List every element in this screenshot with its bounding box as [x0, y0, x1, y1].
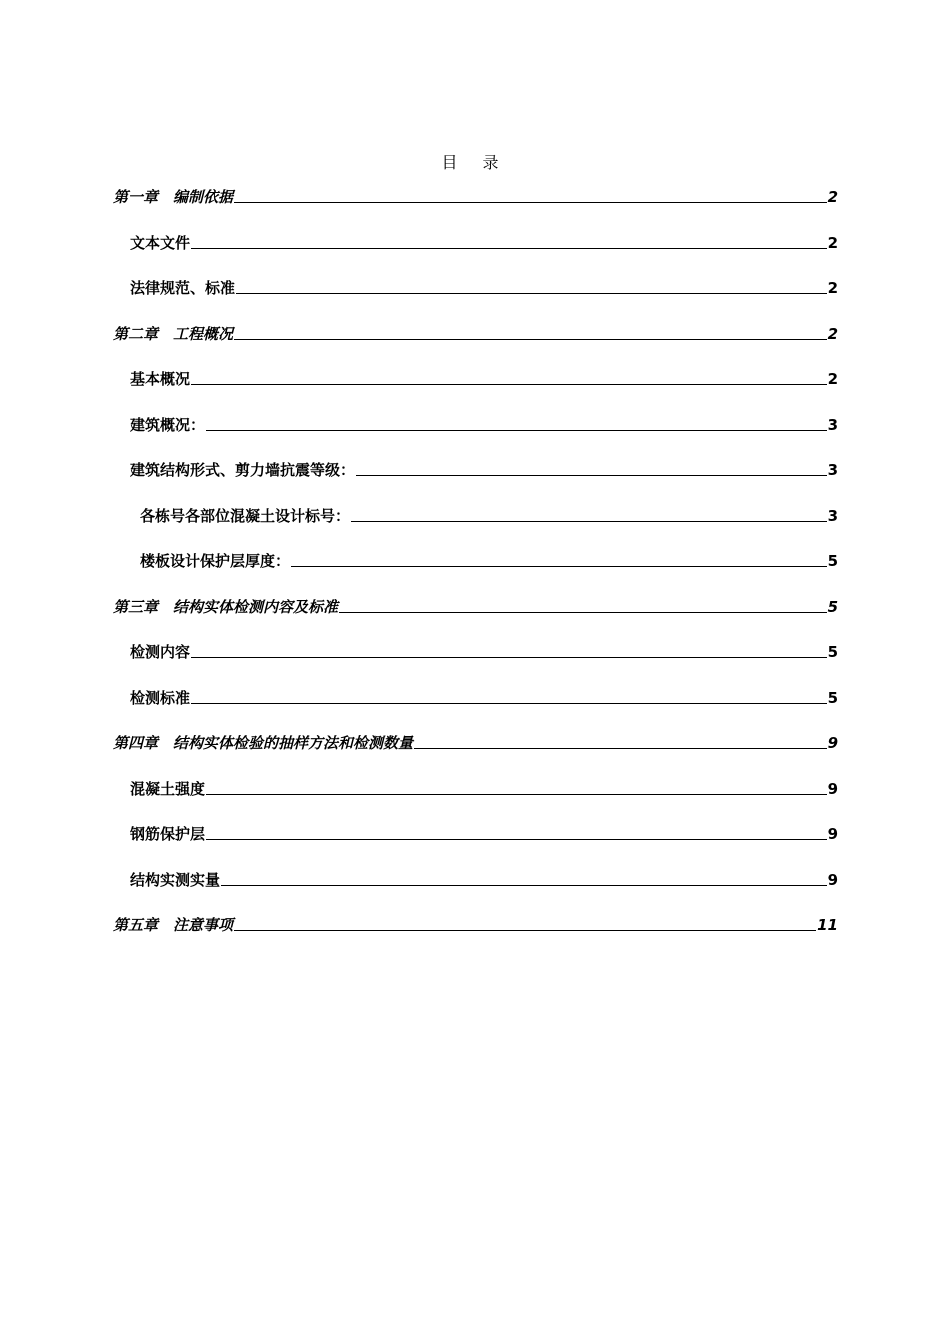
toc-page-number: 2 — [827, 188, 838, 206]
toc-page-number: 9 — [827, 779, 838, 798]
toc-leader-line — [206, 793, 827, 795]
toc-page-number: 3 — [827, 506, 838, 525]
toc-page-number: 5 — [827, 552, 838, 570]
toc-page-number: 5 — [827, 643, 838, 661]
toc-page-number: 5 — [827, 688, 838, 707]
toc-entry-label: 检测标准 — [130, 688, 191, 707]
toc-entry-label: 建筑结构形式、剪力墙抗震等级： — [130, 461, 356, 479]
toc-chapter-entry[interactable] — [113, 185, 838, 207]
toc-page-number: 11 — [817, 916, 838, 934]
toc-leader-line — [191, 247, 827, 249]
toc-leader-line — [356, 474, 827, 476]
toc-entry-label: 第四章 结构实体检验的抽样方法和检测数量 — [113, 734, 414, 752]
toc-entry-label: 法律规范、标准 — [130, 279, 236, 297]
toc-section-entry[interactable] — [130, 276, 838, 298]
toc-leader-line — [221, 884, 827, 886]
toc-section-entry[interactable] — [140, 504, 838, 526]
toc-leader-line — [191, 702, 827, 704]
toc-entry-label: 混凝土强度 — [130, 779, 206, 798]
toc-leader-line — [206, 838, 827, 840]
toc-leader-line — [234, 201, 827, 203]
toc-page-number: 2 — [827, 370, 838, 388]
toc-leader-line — [234, 929, 816, 931]
toc-section-entry[interactable] — [130, 868, 838, 890]
toc-page-number: 9 — [827, 870, 838, 889]
toc-leader-line — [351, 520, 827, 522]
toc-entry-label: 结构实测实量 — [130, 870, 221, 889]
toc-page-number: 3 — [827, 461, 838, 479]
toc-entry-label: 第三章 结构实体检测内容及标准 — [113, 597, 339, 616]
toc-leader-line — [414, 747, 827, 749]
toc-page-number: 5 — [827, 597, 838, 616]
toc-page-number: 2 — [827, 279, 838, 297]
toc-chapter-entry[interactable] — [113, 731, 838, 753]
toc-entry-label: 第五章 注意事项 — [113, 916, 234, 934]
toc-leader-line — [206, 429, 827, 431]
toc-entry-label: 楼板设计保护层厚度： — [140, 552, 291, 570]
toc-leader-line — [191, 656, 827, 658]
toc-entry-label: 文本文件 — [130, 233, 191, 252]
toc-section-entry[interactable] — [130, 413, 838, 435]
toc-chapter-entry[interactable] — [113, 913, 838, 935]
toc-entry-label: 第一章 编制依据 — [113, 188, 234, 206]
toc-section-entry[interactable] — [130, 686, 838, 708]
toc-entry-label: 钢筋保护层 — [130, 825, 206, 843]
toc-leader-line — [234, 338, 827, 340]
toc-page-number: 2 — [827, 233, 838, 252]
toc-section-entry[interactable] — [130, 367, 838, 389]
toc-entry-label: 检测内容 — [130, 643, 191, 661]
toc-section-entry[interactable] — [140, 549, 838, 571]
toc-section-entry[interactable] — [130, 231, 838, 253]
toc-section-entry[interactable] — [130, 640, 838, 662]
toc-leader-line — [291, 565, 827, 567]
toc-entry-label: 第二章 工程概况 — [113, 324, 234, 343]
toc-leader-line — [236, 292, 827, 294]
toc-section-entry[interactable] — [130, 777, 838, 799]
toc-page-number: 3 — [827, 415, 838, 434]
toc-section-entry[interactable] — [130, 458, 838, 480]
toc-leader-line — [191, 383, 827, 385]
toc-page-number: 9 — [827, 825, 838, 843]
toc-section-entry[interactable] — [130, 822, 838, 844]
toc-title: 目 录 — [441, 153, 509, 172]
toc-page-number: 9 — [827, 734, 838, 752]
toc-chapter-entry[interactable] — [113, 322, 838, 344]
toc-entry-label: 各栋号各部位混凝土设计标号： — [140, 506, 351, 525]
toc-page-number: 2 — [827, 324, 838, 343]
toc-entry-label: 基本概况 — [130, 370, 191, 388]
toc-entry-label: 建筑概况： — [130, 415, 206, 434]
toc-leader-line — [339, 611, 827, 613]
toc-chapter-entry[interactable] — [113, 595, 838, 617]
